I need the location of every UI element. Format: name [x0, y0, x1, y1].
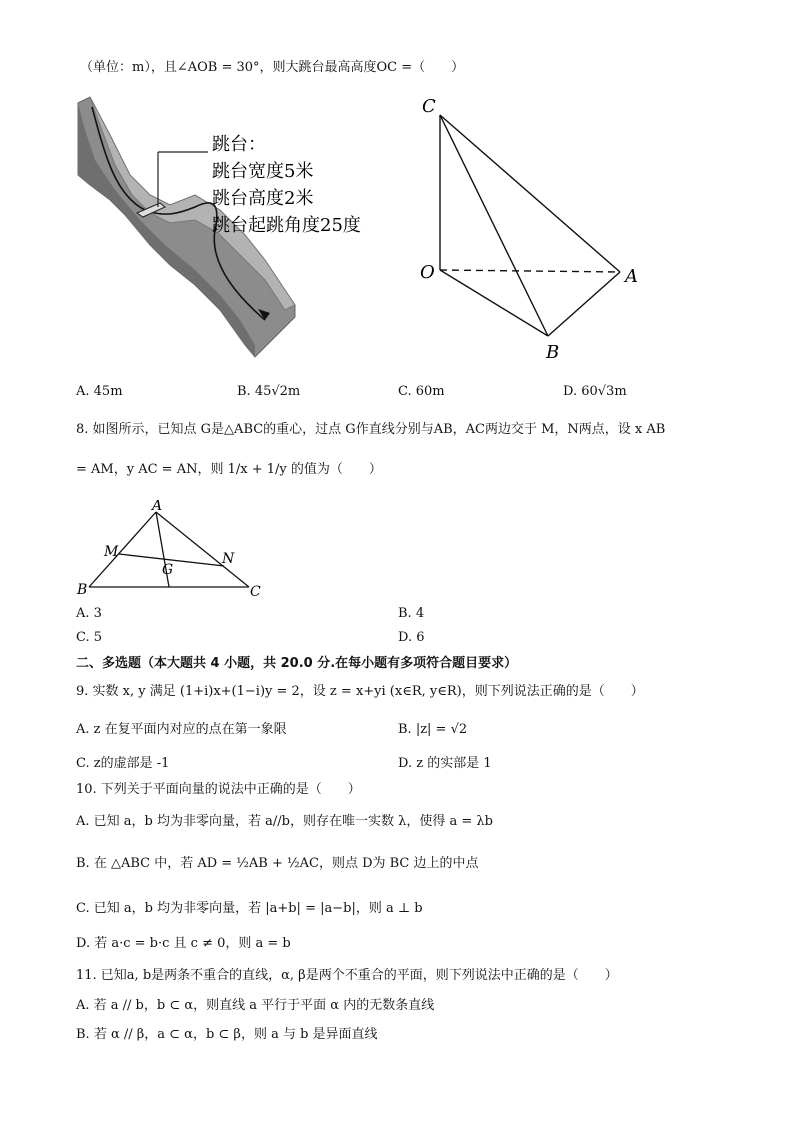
q7-option-c: C. 60m: [398, 384, 445, 399]
caption-line-3: 跳台高度2米: [212, 188, 314, 209]
q9-stem: 9. 实数 x, y 满足 (1+i)x+(1−i)y = 2，设 z = x+yi (x∈R, y∈R)，则下列说法正确的是（ ）: [76, 684, 644, 699]
q9-option-d: D. z 的实部是 1: [398, 756, 492, 771]
label-c: C: [422, 96, 436, 117]
tri-label-b: B: [77, 582, 88, 598]
q8-option-a: A. 3: [76, 606, 102, 621]
section-heading: 二、多选题（本大题共 4 小题，共 20.0 分.在每小题有多项符合题目要求）: [76, 656, 518, 671]
tri-label-m: M: [104, 544, 119, 560]
label-a: A: [625, 266, 638, 287]
q10-option-b: B. 在 △ABC 中，若 AD = ½AB + ½AC，则点 D为 BC 边上的中点: [76, 856, 479, 871]
q11-stem: 11. 已知a, b是两条不重合的直线，α, β是两个不重合的平面，则下列说法中正确的是（ ）: [76, 968, 618, 983]
q7-stem: （单位：m），且∠AOB = 30°，则大跳台最高高度OC =（ ）: [80, 60, 465, 75]
q7-option-d: D. 60√3m: [563, 384, 627, 399]
q9-option-b: B. |z| = √2: [398, 722, 468, 737]
q10-option-c: C. 已知 a，b 均为非零向量，若 |a+b| = |a−b|，则 a ⊥ b: [76, 901, 423, 916]
q10-stem: 10. 下列关于平面向量的说法中正确的是（ ）: [76, 782, 361, 797]
tri-label-n: N: [222, 551, 235, 567]
label-o: O: [420, 262, 435, 283]
triangle-figure: [74, 500, 274, 602]
caption-line-2: 跳台宽度5米: [212, 161, 314, 182]
tri-label-g: G: [162, 562, 174, 578]
pyramid-figure: [410, 90, 650, 370]
q8-option-c: C. 5: [76, 630, 103, 645]
caption-line-1: 跳台：: [212, 134, 266, 155]
q9-option-c: C. z的虚部是 -1: [76, 756, 170, 771]
tri-label-c: C: [250, 584, 261, 600]
q7-option-a: A. 45m: [76, 384, 123, 399]
q7-option-b: B. 45√2m: [237, 384, 301, 399]
q9-option-a: A. z 在复平面内对应的点在第一象限: [76, 722, 287, 737]
q8-option-b: B. 4: [398, 606, 425, 621]
ski-jump-figure: [70, 95, 410, 360]
q8-stem-line1: 8. 如图所示，已知点 G是△ABC的重心，过点 G作直线分别与AB，AC两边交于 M，N两点，设 x AB: [76, 422, 666, 437]
q11-option-b: B. 若 α // β，a ⊂ α，b ⊂ β，则 a 与 b 是异面直线: [76, 1027, 378, 1042]
q8-option-d: D. 6: [398, 630, 425, 645]
q10-option-d: D. 若 a·c = b·c 且 c ≠ 0，则 a = b: [76, 936, 291, 951]
q8-stem-line2: = AM，y AC = AN，则 1/x + 1/y 的值为（ ）: [76, 462, 382, 477]
tri-label-a: A: [152, 500, 163, 514]
q10-option-a: A. 已知 a，b 均为非零向量，若 a//b，则存在唯一实数 λ，使得 a = λb: [76, 814, 493, 829]
caption-line-4: 跳台起跳角度25度: [212, 215, 361, 236]
q11-option-a: A. 若 a // b，b ⊂ α，则直线 a 平行于平面 α 内的无数条直线: [76, 998, 435, 1013]
label-b: B: [546, 342, 560, 363]
